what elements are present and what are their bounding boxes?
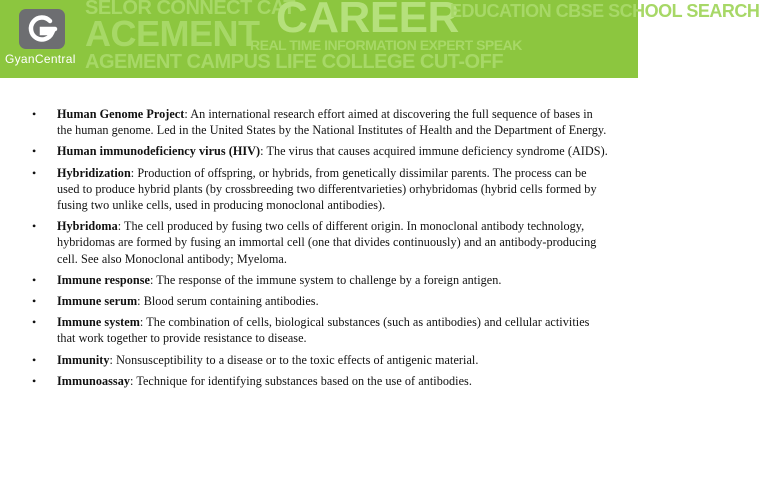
glossary-term: Immune serum (57, 294, 138, 309)
glossary-definition: : An international research effort aimed at discovering the full sequence of bases in the human genome. Led in the United States by the National Institutes of Health and the Department of Energy. (57, 107, 607, 138)
glossary-definition: : Technique for identifying substances based on the use of antibodies. (130, 373, 472, 388)
bullet-icon: • (32, 107, 37, 121)
glossary-term: Immune system (57, 315, 140, 330)
banner-watermark-text: REAL TIME INFORMATION EXPERT SPEAK (250, 37, 522, 53)
banner-watermark-text: CAREER (276, 0, 459, 42)
banner-watermark-text: SELOR CONNECT CAT (85, 0, 296, 19)
glossary-definition: : Blood serum containing antibodies. (137, 294, 319, 309)
header-banner (0, 0, 759, 78)
glossary-item (0, 106, 638, 138)
glossary-definition: : Nonsusceptibility to a disease or to the toxic effects of antigenic material. (109, 352, 479, 367)
glossary-definition: : The combination of cells, biological substances (such as antibodies) and cellular activities that work together to provide resistance to disease. (57, 315, 590, 346)
logo-text: GyanCentral (5, 52, 76, 66)
banner-watermark-text: AGEMENT CAMPUS LIFE COLLEGE CUT-OFF (85, 51, 504, 73)
logo-g-icon (19, 9, 65, 49)
glossary-term: Immunoassay (57, 373, 131, 388)
banner-watermark-text: ACEMENT (85, 13, 260, 54)
glossary-term: Hybridoma (57, 219, 118, 234)
banner-watermark-text: EDUCATION CBSE SCHOOL SEARCH (450, 1, 759, 21)
logo[interactable] (0, 0, 84, 78)
glossary-item (0, 293, 638, 309)
bullet-icon: • (32, 352, 37, 367)
glossary-item (0, 352, 638, 368)
glossary-item (0, 373, 638, 389)
bullet-icon: • (32, 219, 37, 234)
glossary-term: Hybridization (57, 165, 131, 180)
glossary-term: Human Genome Project (57, 107, 185, 121)
glossary-term: Immunity (57, 352, 110, 367)
glossary-item (0, 143, 638, 159)
logo-icon (19, 9, 65, 49)
glossary-term: Human immunodeficiency virus (HIV) (57, 144, 261, 159)
glossary-list (0, 106, 638, 394)
glossary-definition: : The response of the immune system to challenge by a foreign antigen. (149, 272, 502, 287)
bullet-icon: • (32, 294, 37, 309)
bullet-icon: • (32, 144, 37, 159)
bullet-icon: • (32, 315, 37, 330)
bullet-icon: • (32, 272, 37, 287)
glossary-item (0, 165, 638, 214)
glossary-item (0, 218, 638, 267)
glossary-item (0, 314, 638, 346)
glossary-definition: : Production of offspring, or hybrids, from genetically dissimilar parents. The process can be used to produce hybrid plants (by crossbreeding two differentvarieties) orhybridomas (hybrid cells formed by fusing two unlike cells, used in producing monoclonal antibodies). (57, 165, 597, 213)
glossary-term: Immune response (57, 272, 150, 287)
glossary-definition: : The cell produced by fusing two cells of different origin. In monoclonal antibody technology, hybridomas are formed by fusing an immortal cell (one that divides continuously) and an antibody-producing cell. See also Monoclonal antibody; Myeloma. (57, 219, 597, 266)
bullet-icon: • (32, 373, 37, 388)
glossary-definition: : The virus that causes acquired immune deficiency syndrome (AIDS). (260, 144, 608, 159)
glossary-item (0, 272, 638, 288)
bullet-icon: • (32, 165, 37, 180)
